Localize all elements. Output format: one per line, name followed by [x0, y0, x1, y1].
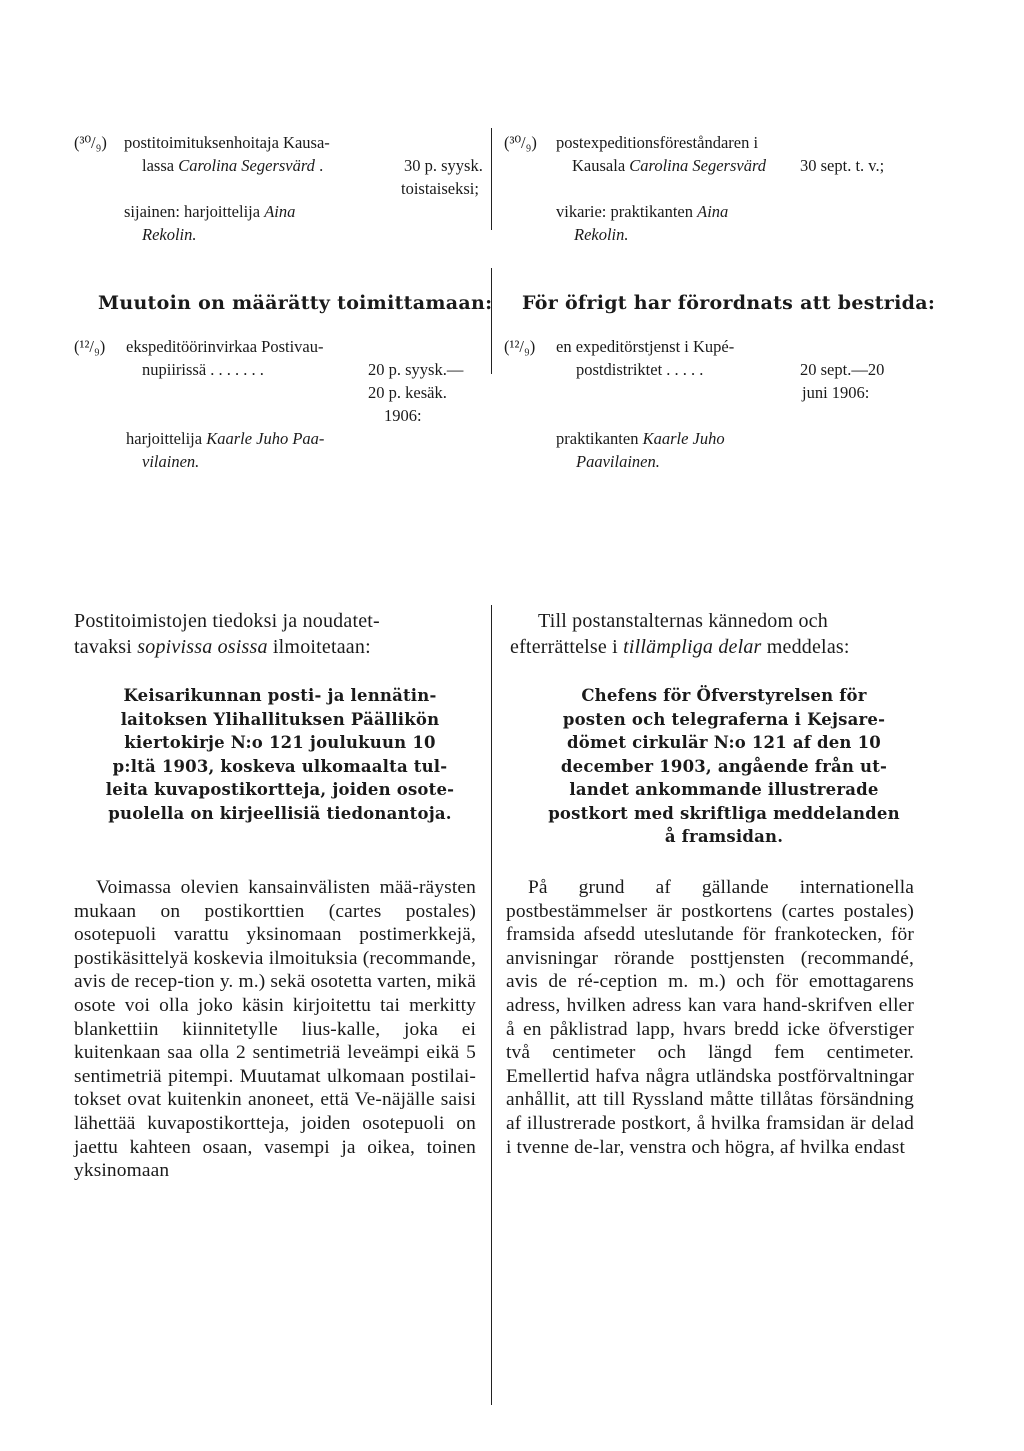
person-name: Aina	[697, 202, 729, 221]
entry-text: postdistriktet . . . . .	[576, 360, 704, 379]
entry-period: 20 sept.—20	[800, 360, 885, 379]
entry-text: lassa	[142, 156, 179, 175]
intro-text: meddelas:	[761, 636, 850, 658]
circular-title-line: postkort med skriftliga meddelanden	[548, 803, 900, 823]
person-name: Paavilainen.	[576, 452, 660, 471]
circular-title-right	[504, 684, 944, 849]
column-divider-top	[491, 128, 492, 230]
circular-title-line: p:ltä 1903, koskeva ulkomaalta tul-	[112, 756, 448, 776]
entry-period: 20 p. kesäk.	[368, 383, 447, 402]
entry-period: 1906:	[384, 406, 422, 425]
entry-text: vikarie: praktikanten	[556, 202, 698, 221]
column-divider-mid	[491, 268, 492, 374]
entry-text: en expeditörstjenst i Kupé-	[556, 337, 735, 356]
entry-right-top	[504, 131, 954, 246]
circular-title-line: landet ankommande illustrerade	[569, 780, 879, 799]
entry-right-mid	[504, 335, 954, 473]
intro-text: Postitoimistojen tiedoksi ja noudatet-	[74, 610, 380, 632]
entry-text: nupiirissä . . . . . . .	[142, 360, 264, 379]
person-name: vilainen.	[142, 452, 200, 471]
entry-period: 30 sept. t. v.;	[800, 156, 885, 175]
entry-date: (¹²/₉)	[504, 337, 536, 356]
entry-period: 30 p. syysk.	[404, 156, 483, 175]
body-paragraph: Voimassa olevien kansainvälisten mää-räysten mukaan on postikorttien (cartes postales) osotepuoli varattu yksinomaan postimerkkejä, postikäsittelyä koskevia ilmoituksia (recommande, avis de recep-tion y. m.) sekä osotetta varten, mikä osote voi olla joko käsin kirjoitettu tai merkitty blankettiin kiinnitetylle lius-kalle, joka ei kuitenkaan saa olla 2 sentimetriä leveämpi eikä 5 sentimetriä pitempi. Muutamat ulkomaan postilai-tokset ovat kuitenkin anoneet, että Ve-näjälle saisi lähettää kuvapostikortteja, joiden osotepuoli on jaettu kahteen osaan, vasempi ja oikea, toinen yksinomaan	[74, 877, 476, 1182]
entry-left-top	[74, 131, 486, 246]
intro-text: ilmoitetaan:	[267, 636, 371, 658]
circular-title-line: laitoksen Ylihallituksen Päällikön	[120, 709, 440, 729]
body-left	[74, 876, 476, 1183]
circular-title-line: leita kuvapostikortteja, joiden osote-	[105, 780, 455, 799]
person-name: Kaarle Juho Paa-	[206, 429, 325, 448]
entry-text: ekspeditöörinvirkaa Postivau-	[126, 337, 324, 356]
entry-date: (³⁰/₉)	[74, 133, 107, 152]
person-name: Kaarle Juho	[642, 429, 725, 448]
intro-left	[74, 608, 484, 660]
body-paragraph: På grund af gällande internationella postbestämmelser är postkortens (cartes postales) framsida afsedd uteslutande för frankotecken, för anvisningar rörande posttjensten (recommandé, avis de ré-ception m. m.) och för emottagarens adress, hvilken adress kan vara hand-skrifven eller å en påklistrad lapp, hvars bredd icke öfverstiger två centimeter och längd fem centimeter. Emellertid hafva några utländska postförvaltningar anhållit, att till Ryssland måtte tillåtas försändning af illustrerade postkort, å hvilka framsidan är delad i tvenne de-lar, venstra och högra, af hvilka endast	[506, 877, 914, 1158]
intro-text: tavaksi	[74, 636, 138, 658]
section-heading-right: För öfrigt har förordnats att bestrida:	[522, 292, 936, 314]
entry-left-mid	[74, 335, 486, 473]
circular-title-line: kiertokirje N:o 121 joulukuun 10	[124, 733, 436, 752]
entry-text: .	[314, 156, 324, 175]
entry-text: sijainen: harjoittelija	[124, 202, 265, 221]
intro-emphasis: sopivissa osissa	[137, 636, 268, 658]
entry-text: postexpeditionsföreståndaren i	[556, 133, 759, 152]
entry-period: 20 p. syysk.—	[368, 360, 464, 379]
circular-title-line: å framsidan.	[664, 827, 784, 846]
body-right	[506, 876, 914, 1159]
person-name: Rekolin.	[574, 225, 629, 244]
circular-title-line: posten och telegraferna i Kejsare-	[562, 709, 886, 729]
entry-text: harjoittelija	[126, 429, 207, 448]
entry-date: (³⁰/₉)	[504, 133, 537, 152]
circular-title-line: Keisarikunnan posti- ja lennätin-	[123, 686, 437, 705]
circular-title-line: puolella on kirjeellisiä tiedonantoja.	[108, 803, 452, 823]
circular-title-line: dömet cirkulär N:o 121 af den 10	[567, 733, 881, 752]
column-divider-lower	[491, 605, 492, 1405]
entry-period: juni 1906:	[802, 383, 870, 402]
circular-title-line: december 1903, angående från ut-	[560, 756, 888, 776]
circular-title-left	[74, 684, 486, 825]
intro-emphasis: tillämpliga delar	[623, 636, 762, 658]
intro-text: Till postanstalternas kännedom och	[538, 610, 828, 632]
intro-right	[510, 608, 920, 660]
entry-text: praktikanten	[556, 429, 643, 448]
intro-text: efterrättelse i	[510, 636, 624, 658]
person-name: Carolina Segersvärd	[178, 156, 315, 175]
entry-period: toistaiseksi;	[401, 179, 479, 198]
person-name: Rekolin.	[142, 225, 197, 244]
entry-text: Kausala	[572, 156, 630, 175]
entry-date: (¹²/₉)	[74, 337, 106, 356]
person-name: Aina	[264, 202, 296, 221]
person-name: Carolina Segersvärd	[629, 156, 767, 175]
entry-text: postitoimituksenhoitaja Kausa-	[124, 133, 330, 152]
circular-title-line: Chefens för Öfverstyrelsen för	[581, 686, 867, 705]
section-heading-left: Muutoin on määrätty toimittamaan:	[98, 292, 493, 314]
